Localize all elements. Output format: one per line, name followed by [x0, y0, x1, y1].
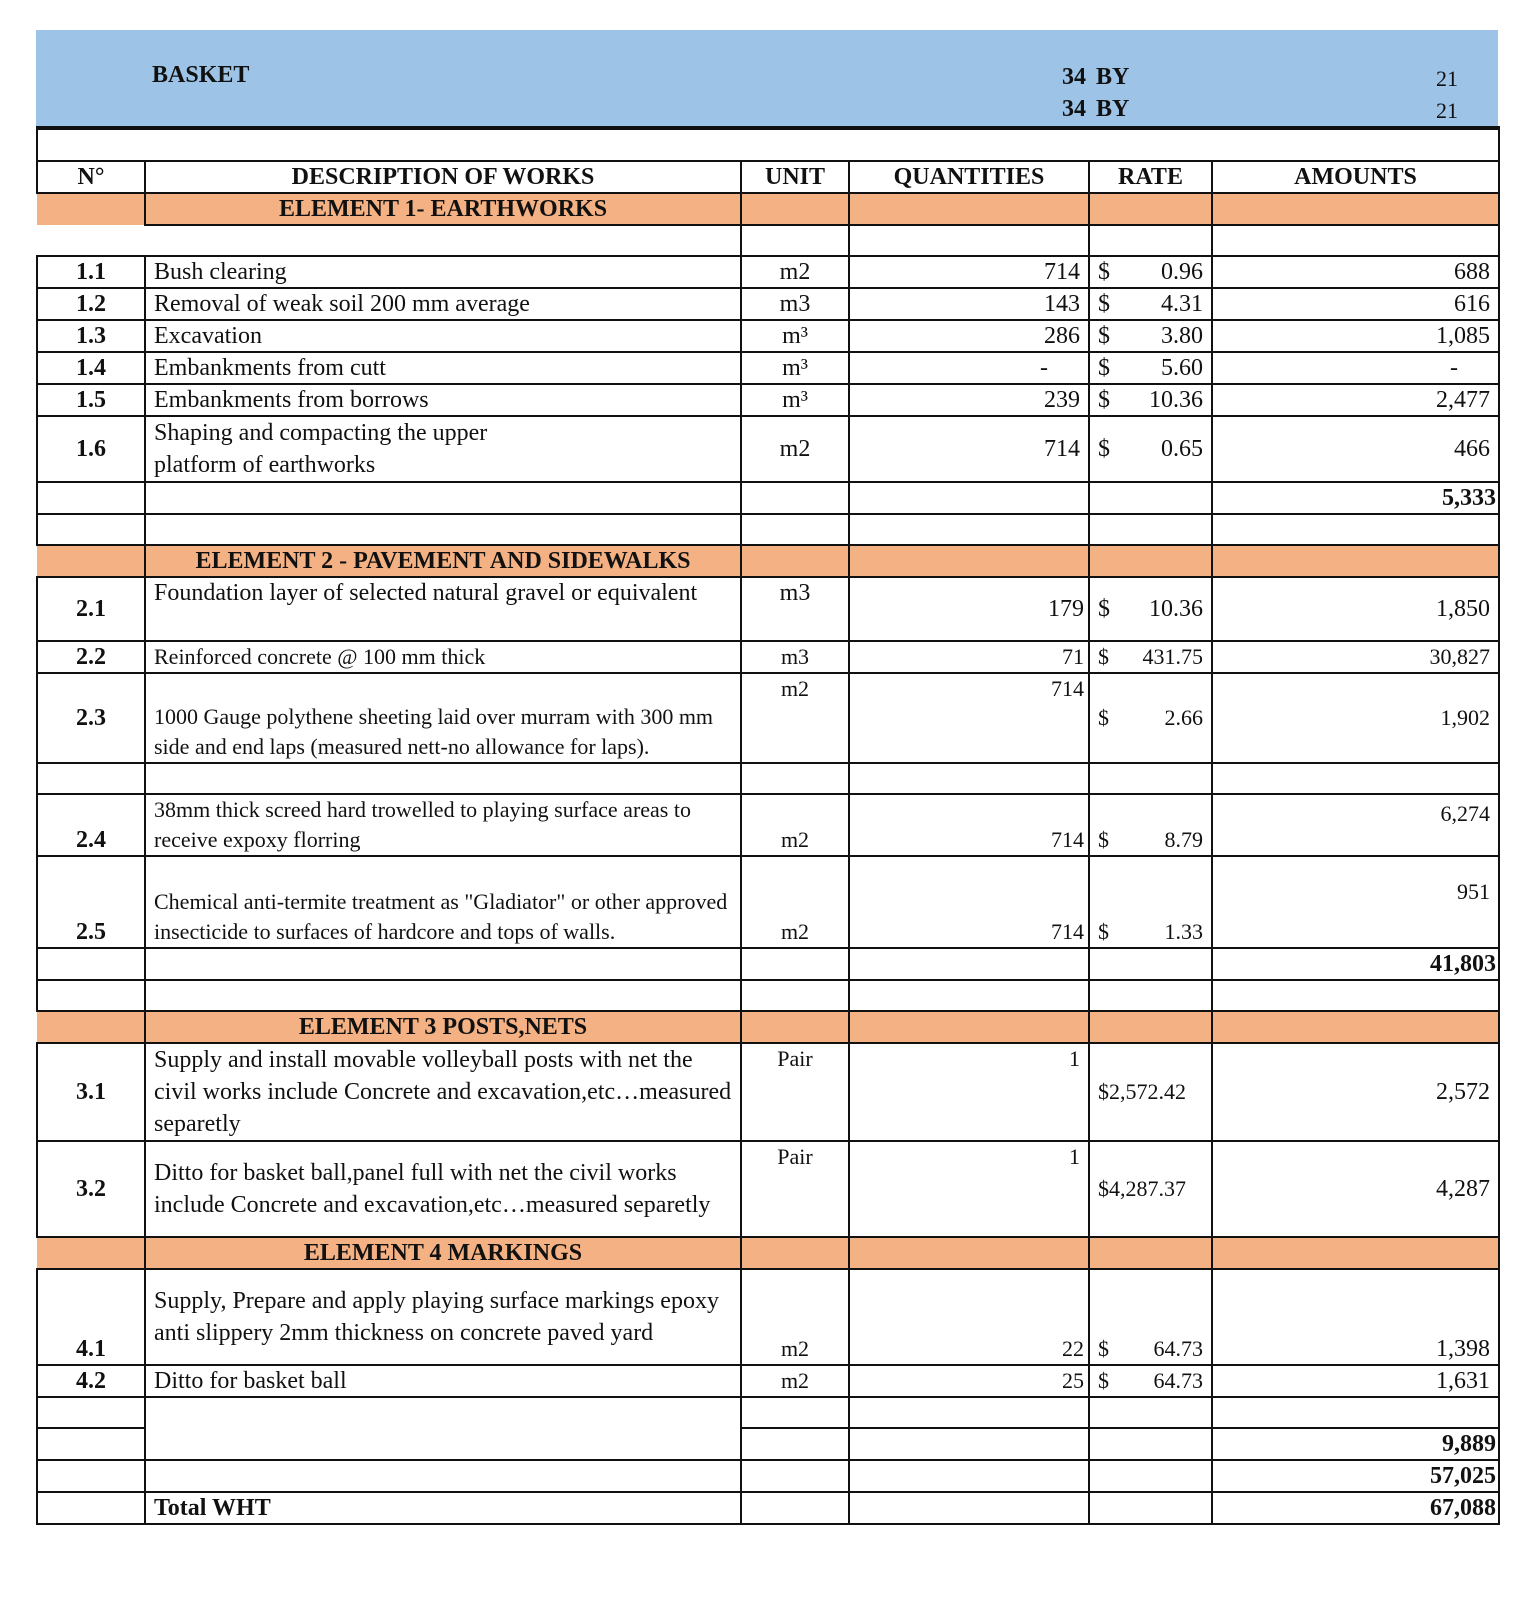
table-row: 1.4 Embankments from cutt m³ - $ 5.60 - — [37, 352, 1499, 384]
element-header-row — [37, 193, 1499, 225]
element-title: ELEMENT 3 POSTS,NETS — [145, 1011, 741, 1043]
table-row: 1.5 Embankments from borrows m³ 239 $ 10.36 2,477 — [37, 384, 1499, 416]
dimension-width-1: 21 — [1436, 66, 1458, 91]
header-no: N° — [37, 161, 145, 193]
header-rate: RATE — [1089, 161, 1212, 193]
project-title: BASKET — [152, 62, 250, 88]
column-header-row — [37, 161, 1499, 193]
spacer-row — [37, 763, 1499, 794]
element-title: ELEMENT 4 MARKINGS — [145, 1237, 741, 1269]
header-amounts: AMOUNTS — [1212, 161, 1499, 193]
element-2-subtotal: 41,803 — [1212, 948, 1499, 980]
table-row: 3.1 Supply and install movable volleyball posts with net the civil works include Concrete and excavation,etc…measured separetly Pair 1 $2,572.42 2,572 — [37, 1043, 1499, 1141]
subtotal-row — [37, 948, 1499, 980]
header-quantities: QUANTITIES — [849, 161, 1089, 193]
table-row: 2.2 Reinforced concrete @ 100 mm thick m3 71 $ 431.75 30,827 — [37, 641, 1499, 673]
dimension-length-1: 34 — [1062, 64, 1086, 90]
element-4-subtotal: 9,889 — [1212, 1428, 1499, 1460]
dimension-width-2: 21 — [1436, 98, 1458, 123]
blank-row — [37, 128, 1499, 161]
element-header-row — [37, 1237, 1499, 1269]
subtotal-row — [37, 482, 1499, 514]
table-row: 4.2 Ditto for basket ball m2 25 $ 64.73 1,631 — [37, 1365, 1499, 1397]
element-title: ELEMENT 2 - PAVEMENT AND SIDEWALKS — [145, 545, 741, 577]
table-row: 1.6 Shaping and compacting the upper platform of earthworks m2 714 $ 0.65 466 — [37, 416, 1499, 482]
table-row: 2.1 Foundation layer of selected natural gravel or equivalent m3 179 $ 10.36 1,850 — [37, 577, 1499, 641]
sum-total: 57,025 — [1212, 1460, 1499, 1492]
spacer-row — [37, 514, 1499, 545]
grand-sum-row — [37, 1460, 1499, 1492]
header-description: DESCRIPTION OF WORKS — [145, 161, 741, 193]
spacer-row — [37, 1397, 1499, 1428]
title-banner — [36, 30, 1498, 126]
spacer-row — [37, 225, 1499, 256]
total-wht-label: Total WHT — [145, 1492, 741, 1524]
table-row: 1.3 Excavation m³ 286 $ 3.80 1,085 — [37, 320, 1499, 352]
element-title: ELEMENT 1- EARTHWORKS — [145, 193, 741, 225]
total-wht-row — [37, 1492, 1499, 1524]
element-header-row — [37, 545, 1499, 577]
boq-table — [36, 126, 1500, 1525]
header-unit: UNIT — [741, 161, 849, 193]
dimension-length-2: 34 — [1062, 96, 1086, 122]
bill-of-quantities-sheet — [36, 30, 1498, 1525]
table-row: 2.5 Chemical anti-termite treatment as "Gladiator" or other approved insecticide to surfaces of hardcore and tops of walls. m2 714 $ 1.33 951 — [37, 856, 1499, 948]
dimension-by-1: BY — [1096, 64, 1130, 90]
element-1-subtotal: 5,333 — [1212, 482, 1499, 514]
element-header-row — [37, 1011, 1499, 1043]
table-row: 4.1 Supply, Prepare and apply playing surface markings epoxy anti slippery 2mm thickness on concrete paved yard m2 22 $ 64.73 1,398 — [37, 1269, 1499, 1365]
dimension-by-2: BY — [1096, 96, 1130, 122]
table-row: 2.4 38mm thick screed hard trowelled to playing surface areas to receive expoxy florring m2 714 $ 8.79 6,274 — [37, 794, 1499, 856]
spacer-row — [37, 980, 1499, 1011]
table-row: 2.3 1000 Gauge polythene sheeting laid over murram with 300 mm side and end laps (measured nett-no allowance for laps). m2 714 $ 2.66 1,902 — [37, 673, 1499, 763]
table-row: 3.2 Ditto for basket ball,panel full with net the civil works include Concrete and excavation,etc…measured separetly Pair 1 $4,287.37 4,287 — [37, 1141, 1499, 1237]
total-wht-value: 67,088 — [1212, 1492, 1499, 1524]
table-row: 1.2 Removal of weak soil 200 mm average m3 143 $ 4.31 616 — [37, 288, 1499, 320]
table-row: 1.1 Bush clearing m2 714 $ 0.96 688 — [37, 256, 1499, 288]
